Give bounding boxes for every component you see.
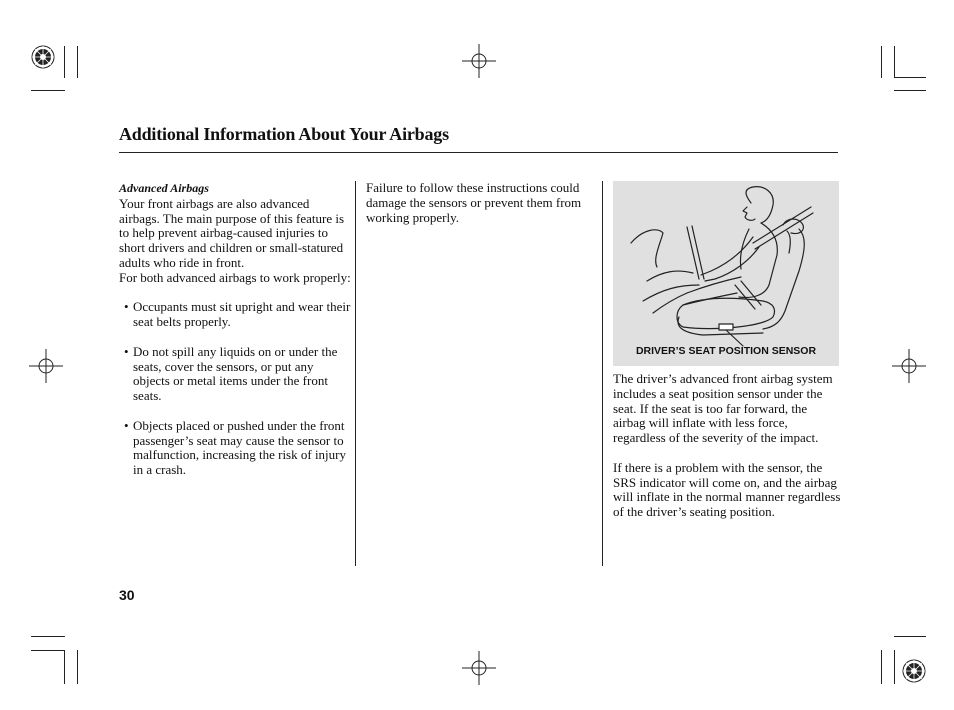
seat-sensor-illustration xyxy=(613,181,839,366)
lead-paragraph: For both advanced airbags to work properly: xyxy=(119,269,351,285)
figure-caption: DRIVER’S SEAT POSITION SENSOR xyxy=(635,345,817,357)
column-warning xyxy=(366,181,598,225)
sensor-paragraph: The driver’s advanced front airbag system includes a seat position sensor under the seat. If the seat is too far forward, the airbag will inflate with less force, regardless of the severity of the impact. xyxy=(613,371,833,446)
driver-seat-illustration-icon xyxy=(613,181,839,366)
column-seat-sensor xyxy=(613,372,841,520)
warning-paragraph: Failure to follow these instructions could damage the sensors or prevent them from working properly. xyxy=(366,180,582,225)
column-divider xyxy=(355,181,356,566)
title-divider xyxy=(119,152,838,153)
starburst-icon xyxy=(32,46,54,68)
page-number: 30 xyxy=(119,587,135,603)
section-subheading: Advanced Airbags xyxy=(119,181,209,195)
bullet-item: • Objects placed or pushed under the front passenger’s seat may cause the sensor to malfunction, increasing the risk of injury in a crash. xyxy=(119,419,351,478)
starburst-icon xyxy=(903,660,925,682)
bullet-item: • Do not spill any liquids on or under the seats, cover the sensors, or put any objects or metal items under the front seats. xyxy=(119,345,351,404)
sensor-problem-paragraph: If there is a problem with the sensor, the SRS indicator will come on, and the airbag will inflate in the normal manner regardless of the driver’s seating position. xyxy=(613,459,841,520)
column-advanced-airbags xyxy=(119,181,351,478)
page-title: Additional Information About Your Airbags xyxy=(119,124,449,144)
column-divider xyxy=(602,181,603,566)
intro-paragraph: Your front airbags are also advanced airbags. The main purpose of this feature is to help prevent airbag-caused injuries to short drivers and children or small-statured adults who ride in front. xyxy=(119,195,345,270)
bullet-item: • Occupants must sit upright and wear their seat belts properly. xyxy=(119,300,351,330)
